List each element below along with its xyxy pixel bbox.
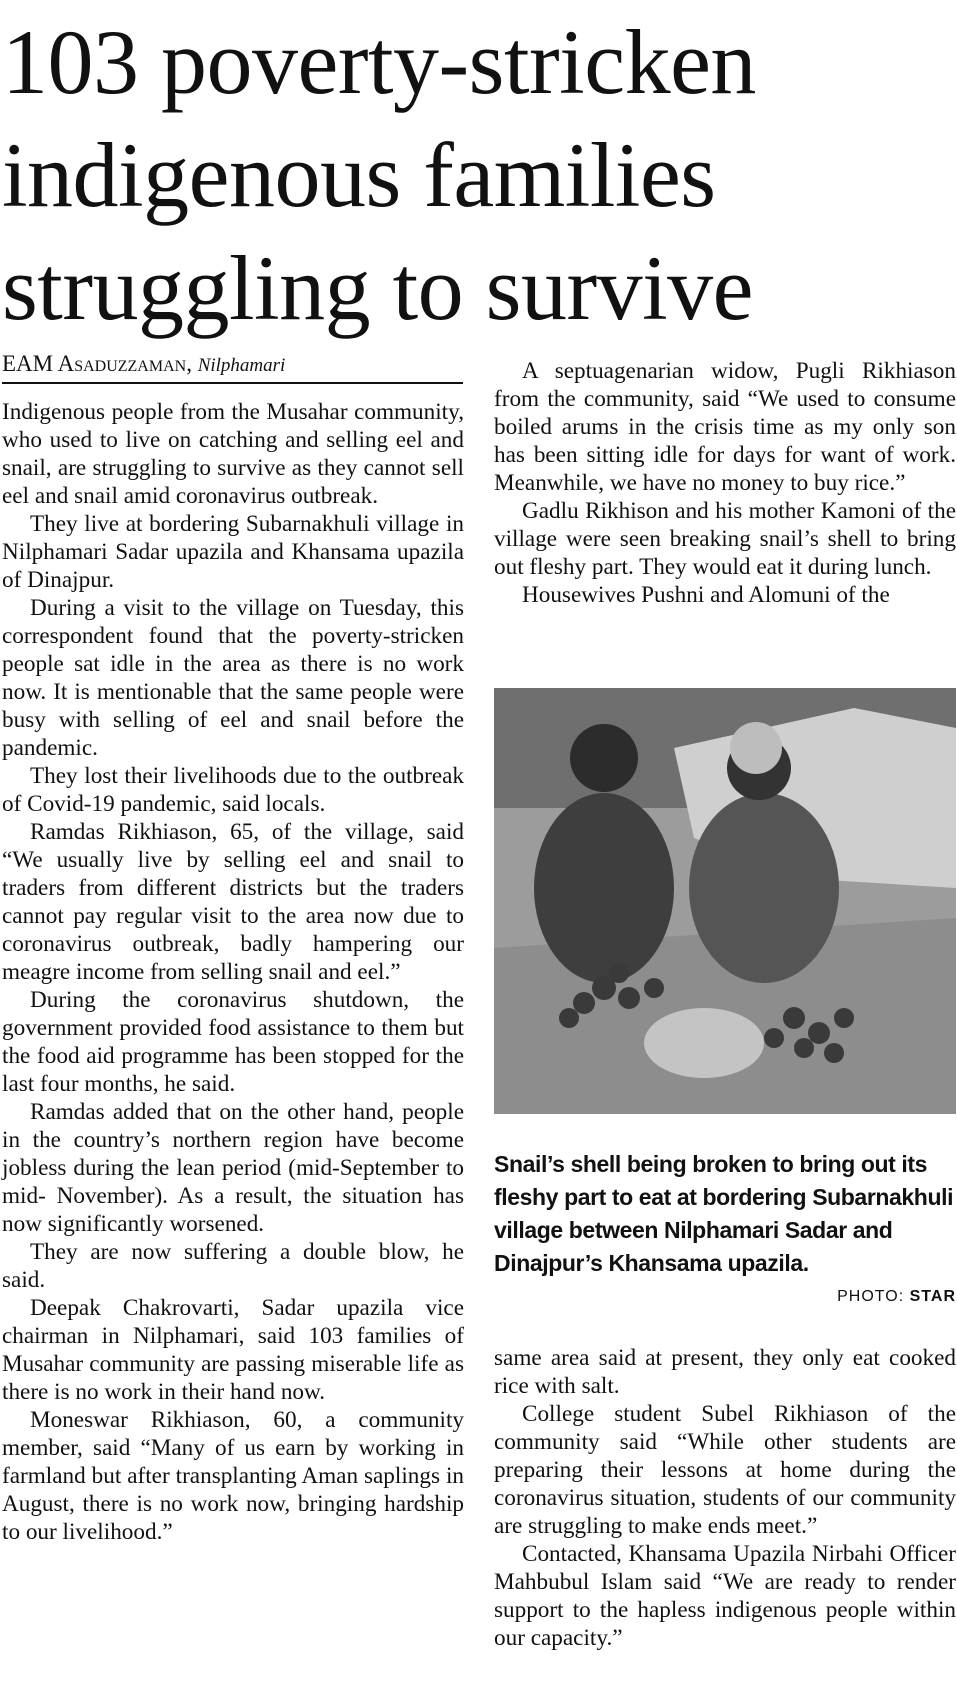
paragraph: Ramdas added that on the other hand, people in the country’s northern region have become jobless during the lean period (mid-September to mid- November). As a result, the situation has now significantly worsened.: [2, 1099, 464, 1237]
paragraph: Gadlu Rikhison and his mother Kamoni of the village were seen breaking snail’s shell to bring out fleshy part. They would eat it during lunch.: [494, 498, 956, 580]
paragraph: same area said at present, they only eat cooked rice with salt.: [494, 1345, 956, 1399]
article-column-2-top: [494, 357, 956, 609]
paragraph: During a visit to the village on Tuesday, this correspondent found that the poverty-stricken people sat idle in the area as there is no work now. It is mentionable that the same people were busy with selling of eel and snail before the pandemic.: [2, 595, 464, 761]
paragraph: Moneswar Rikhiason, 60, a community member, said “Many of us earn by working in farmland but after transplanting Aman saplings in August, there is no work now, bringing hardship to our livelihood.”: [2, 1407, 464, 1545]
paragraph: A septuagenarian widow, Pugli Rikhiason from the community, said “We used to consume boiled arums in the crisis time as my only son has been sitting idle for days for want of work. Meanwhile, we have no money to buy rice.”: [494, 358, 956, 496]
headline: 103 poverty-stricken indigenous families struggling to survive: [2, 11, 756, 339]
paragraph: They lost their livelihoods due to the outbreak of Covid-19 pandemic, said locals.: [2, 763, 464, 817]
photo-illustration: [494, 688, 956, 1114]
photo-caption: Snail’s shell being broken to bring out its fleshy part to eat at bordering Subarnakhuli village between Nilphamari Sadar and Dinajpur’s Khansama upazila.: [494, 1151, 954, 1276]
paragraph: Deepak Chakrovarti, Sadar upazila vice chairman in Nilphamari, said 103 families of Musahar community are passing miserable life as there is no work in their hand now.: [2, 1295, 464, 1405]
photo-credit-label: PHOTO:: [837, 1288, 905, 1305]
paragraph: Indigenous people from the Musahar community, who used to live on catching and selling eel and snail, are struggling to survive as they cannot sell eel and snail amid coronavirus outbreak.: [2, 399, 464, 509]
paragraph: Ramdas Rikhiason, 65, of the village, said “We usually live by selling eel and snail to traders from different districts but the traders cannot pay regular visit to the area now due to coronavirus outbreak, badly hampering our meagre income from selling snail and eel.”: [2, 819, 464, 985]
article-column-2-bottom: [494, 1344, 956, 1652]
byline-author: EAM Asaduzzaman,: [2, 351, 192, 376]
article-column-1: [2, 398, 464, 1546]
paragraph: They live at bordering Subarnakhuli village in Nilphamari Sadar upazila and Khansama upazila of Dinajpur.: [2, 511, 464, 593]
paragraph: College student Subel Rikhiason of the community said “While other students are preparing their lessons at home during the coronavirus situation, students of our community are struggling to make ends meet.”: [494, 1401, 956, 1539]
paragraph: Contacted, Khansama Upazila Nirbahi Officer Mahbubul Islam said “We are ready to render support to the hapless indigenous people within our capacity.”: [494, 1541, 956, 1651]
byline: [2, 350, 463, 384]
photo-credit: [837, 1288, 956, 1306]
byline-location: Nilphamari: [197, 355, 286, 376]
news-photo: [494, 688, 956, 1114]
paragraph: They are now suffering a double blow, he said.: [2, 1239, 464, 1293]
photo-credit-source: STAR: [909, 1288, 956, 1305]
paragraph: During the coronavirus shutdown, the government provided food assistance to them but the food aid programme has been stopped for the last four months, he said.: [2, 987, 464, 1097]
paragraph: Housewives Pushni and Alomuni of the: [522, 582, 890, 608]
